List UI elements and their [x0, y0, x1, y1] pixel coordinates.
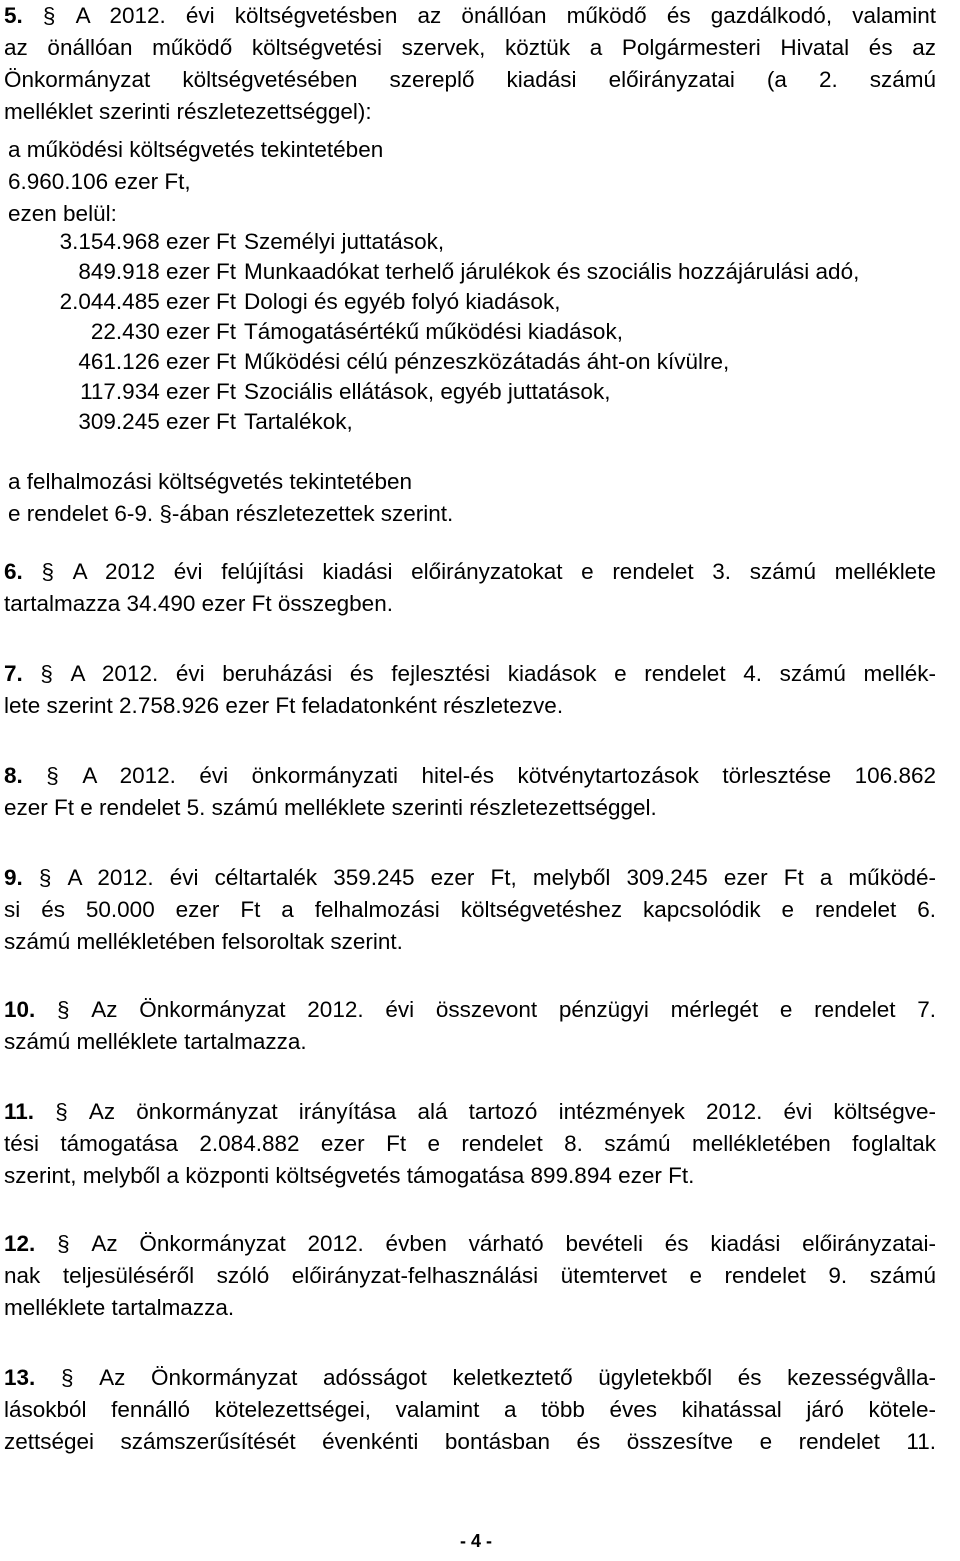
- expense-amount: 22.430 ezer Ft: [90, 319, 236, 344]
- s10-line-1: 10. § Az Önkormányzat 2012. évi összevont pénzügyi mérlegét e rendelet 7.: [4, 997, 936, 1022]
- s7-line-2: lete szerint 2.758.926 ezer Ft feladatonként részletezve.: [4, 693, 564, 718]
- s13-number: 13.: [4, 1365, 36, 1390]
- s5-line-4: melléklet szerinti részletezettséggel):: [4, 99, 372, 124]
- s6-line-1: 6. § A 2012 évi felújítási kiadási előirányzatokat e rendelet 3. számú melléklete: [4, 559, 936, 584]
- section-icon: §: [42, 3, 56, 28]
- section-icon: §: [38, 865, 52, 890]
- expense-amount: 3.154.968 ezer Ft: [59, 229, 236, 254]
- s12-line-2: nak teljesüléséről szóló előirányzat-felhasználási ütemtervet e rendelet 9. számú: [4, 1263, 936, 1288]
- section-icon: §: [60, 1365, 74, 1390]
- s9-line-3: számú mellékletében felsoroltak szerint.: [4, 929, 403, 954]
- expense-label: Támogatásértékű működési kiadások,: [244, 319, 623, 344]
- expense-label: Működési célú pénzeszközátadás áht-on kívülre,: [244, 349, 730, 374]
- s10-line-2: számú melléklete tartalmazza.: [4, 1029, 307, 1054]
- expense-amount: 2.044.485 ezer Ft: [59, 289, 236, 314]
- s11-number: 11.: [4, 1099, 35, 1124]
- operating-total: 6.960.106 ezer Ft,: [8, 169, 191, 194]
- s13-line-2: lásokból fennálló kötelezettségei, valamint a több éves kihatással járó kötele-: [4, 1397, 936, 1422]
- s5-line-2: az önállóan működő költségvetési szervek, köztük a Polgármesteri Hivatal és az: [4, 35, 936, 60]
- s8-line-1: 8. § A 2012. évi önkormányzati hitel-és kötvénytartozások törlesztése 106.862: [4, 763, 936, 788]
- section-icon: §: [57, 997, 70, 1022]
- expense-amount: 117.934 ezer Ft: [80, 379, 236, 404]
- s8-number: 8.: [4, 763, 23, 788]
- section-icon: §: [55, 1099, 68, 1124]
- page-number: - 4 -: [459, 1531, 492, 1551]
- s12-line-1: 12. § Az Önkormányzat 2012. évben várható bevételi és kiadási előirányzatai-: [4, 1231, 936, 1256]
- expense-label: Tartalékok,: [244, 409, 353, 434]
- s11-line-1: 11. § Az önkormányzat irányítása alá tartozó intézmények 2012. évi költségve-: [4, 1099, 936, 1124]
- s9-line-2: si és 50.000 ezer Ft a felhalmozási költségvetéshez kapcsolódik e rendelet 6.: [4, 897, 936, 922]
- expense-label: Személyi juttatások,: [244, 229, 445, 254]
- expense-amount: 461.126 ezer Ft: [78, 349, 236, 374]
- expense-label: Dologi és egyéb folyó kiadások,: [244, 289, 561, 314]
- s9-line-1: 9. § A 2012. évi céltartalék 359.245 ezer Ft, melyből 309.245 ezer Ft a működé-: [4, 865, 936, 890]
- s8-line-2: ezer Ft e rendelet 5. számú melléklete szerinti részletezettséggel.: [4, 795, 657, 820]
- expense-amount: 309.245 ezer Ft: [78, 409, 236, 434]
- operating-within: ezen belül:: [8, 201, 117, 226]
- s11-line-2: tési támogatása 2.084.882 ezer Ft e rendelet 8. számú mellékletében foglaltak: [4, 1131, 936, 1156]
- s6-line-2: tartalmazza 34.490 ezer Ft összegben.: [4, 591, 393, 616]
- s7-number: 7.: [4, 661, 23, 686]
- s10-number: 10.: [4, 997, 36, 1022]
- section-icon: §: [40, 661, 53, 686]
- s5-line-1: 5. § A 2012. évi költségvetésben az önállóan működő és gazdálkodó, valamint: [4, 3, 936, 28]
- s12-number: 12.: [4, 1231, 36, 1256]
- s9-number: 9.: [4, 865, 23, 890]
- s13-line-1: 13. § Az Önkormányzat adósságot keletkeztető ügyletekből és kezességvålla-: [4, 1365, 936, 1390]
- expense-label: Munkaadókat terhelő járulékok és szociális hozzájárulási adó,: [244, 259, 860, 284]
- capital-reference: e rendelet 6-9. §-ában részletezettek szerint.: [8, 501, 454, 526]
- section-icon: §: [57, 1231, 70, 1256]
- s13-line-3: zettségei számszerűsítését évenkénti bontásban és összesítve e rendelet 11.: [4, 1429, 936, 1454]
- capital-heading: a felhalmozási költségvetés tekintetében: [8, 469, 412, 494]
- s11-line-3: szerint, melyből a központi költségvetés támogatása 899.894 ezer Ft.: [4, 1163, 695, 1188]
- operating-heading: a működési költségvetés tekintetében: [8, 137, 384, 162]
- section-icon: §: [46, 763, 59, 788]
- expense-amount: 849.918 ezer Ft: [78, 259, 236, 284]
- expense-label: Szociális ellátások, egyéb juttatások,: [244, 379, 611, 404]
- s7-line-1: 7. § A 2012. évi beruházási és fejlesztési kiadások e rendelet 4. számú mellék-: [4, 661, 936, 686]
- s5-number: 5.: [4, 3, 23, 28]
- section-icon: §: [41, 559, 54, 584]
- s6-number: 6.: [4, 559, 23, 584]
- s5-line-3: Önkormányzat költségvetésében szereplő kiadási előirányzatai (a 2. számú: [4, 67, 936, 92]
- s12-line-3: melléklete tartalmazza.: [4, 1295, 235, 1320]
